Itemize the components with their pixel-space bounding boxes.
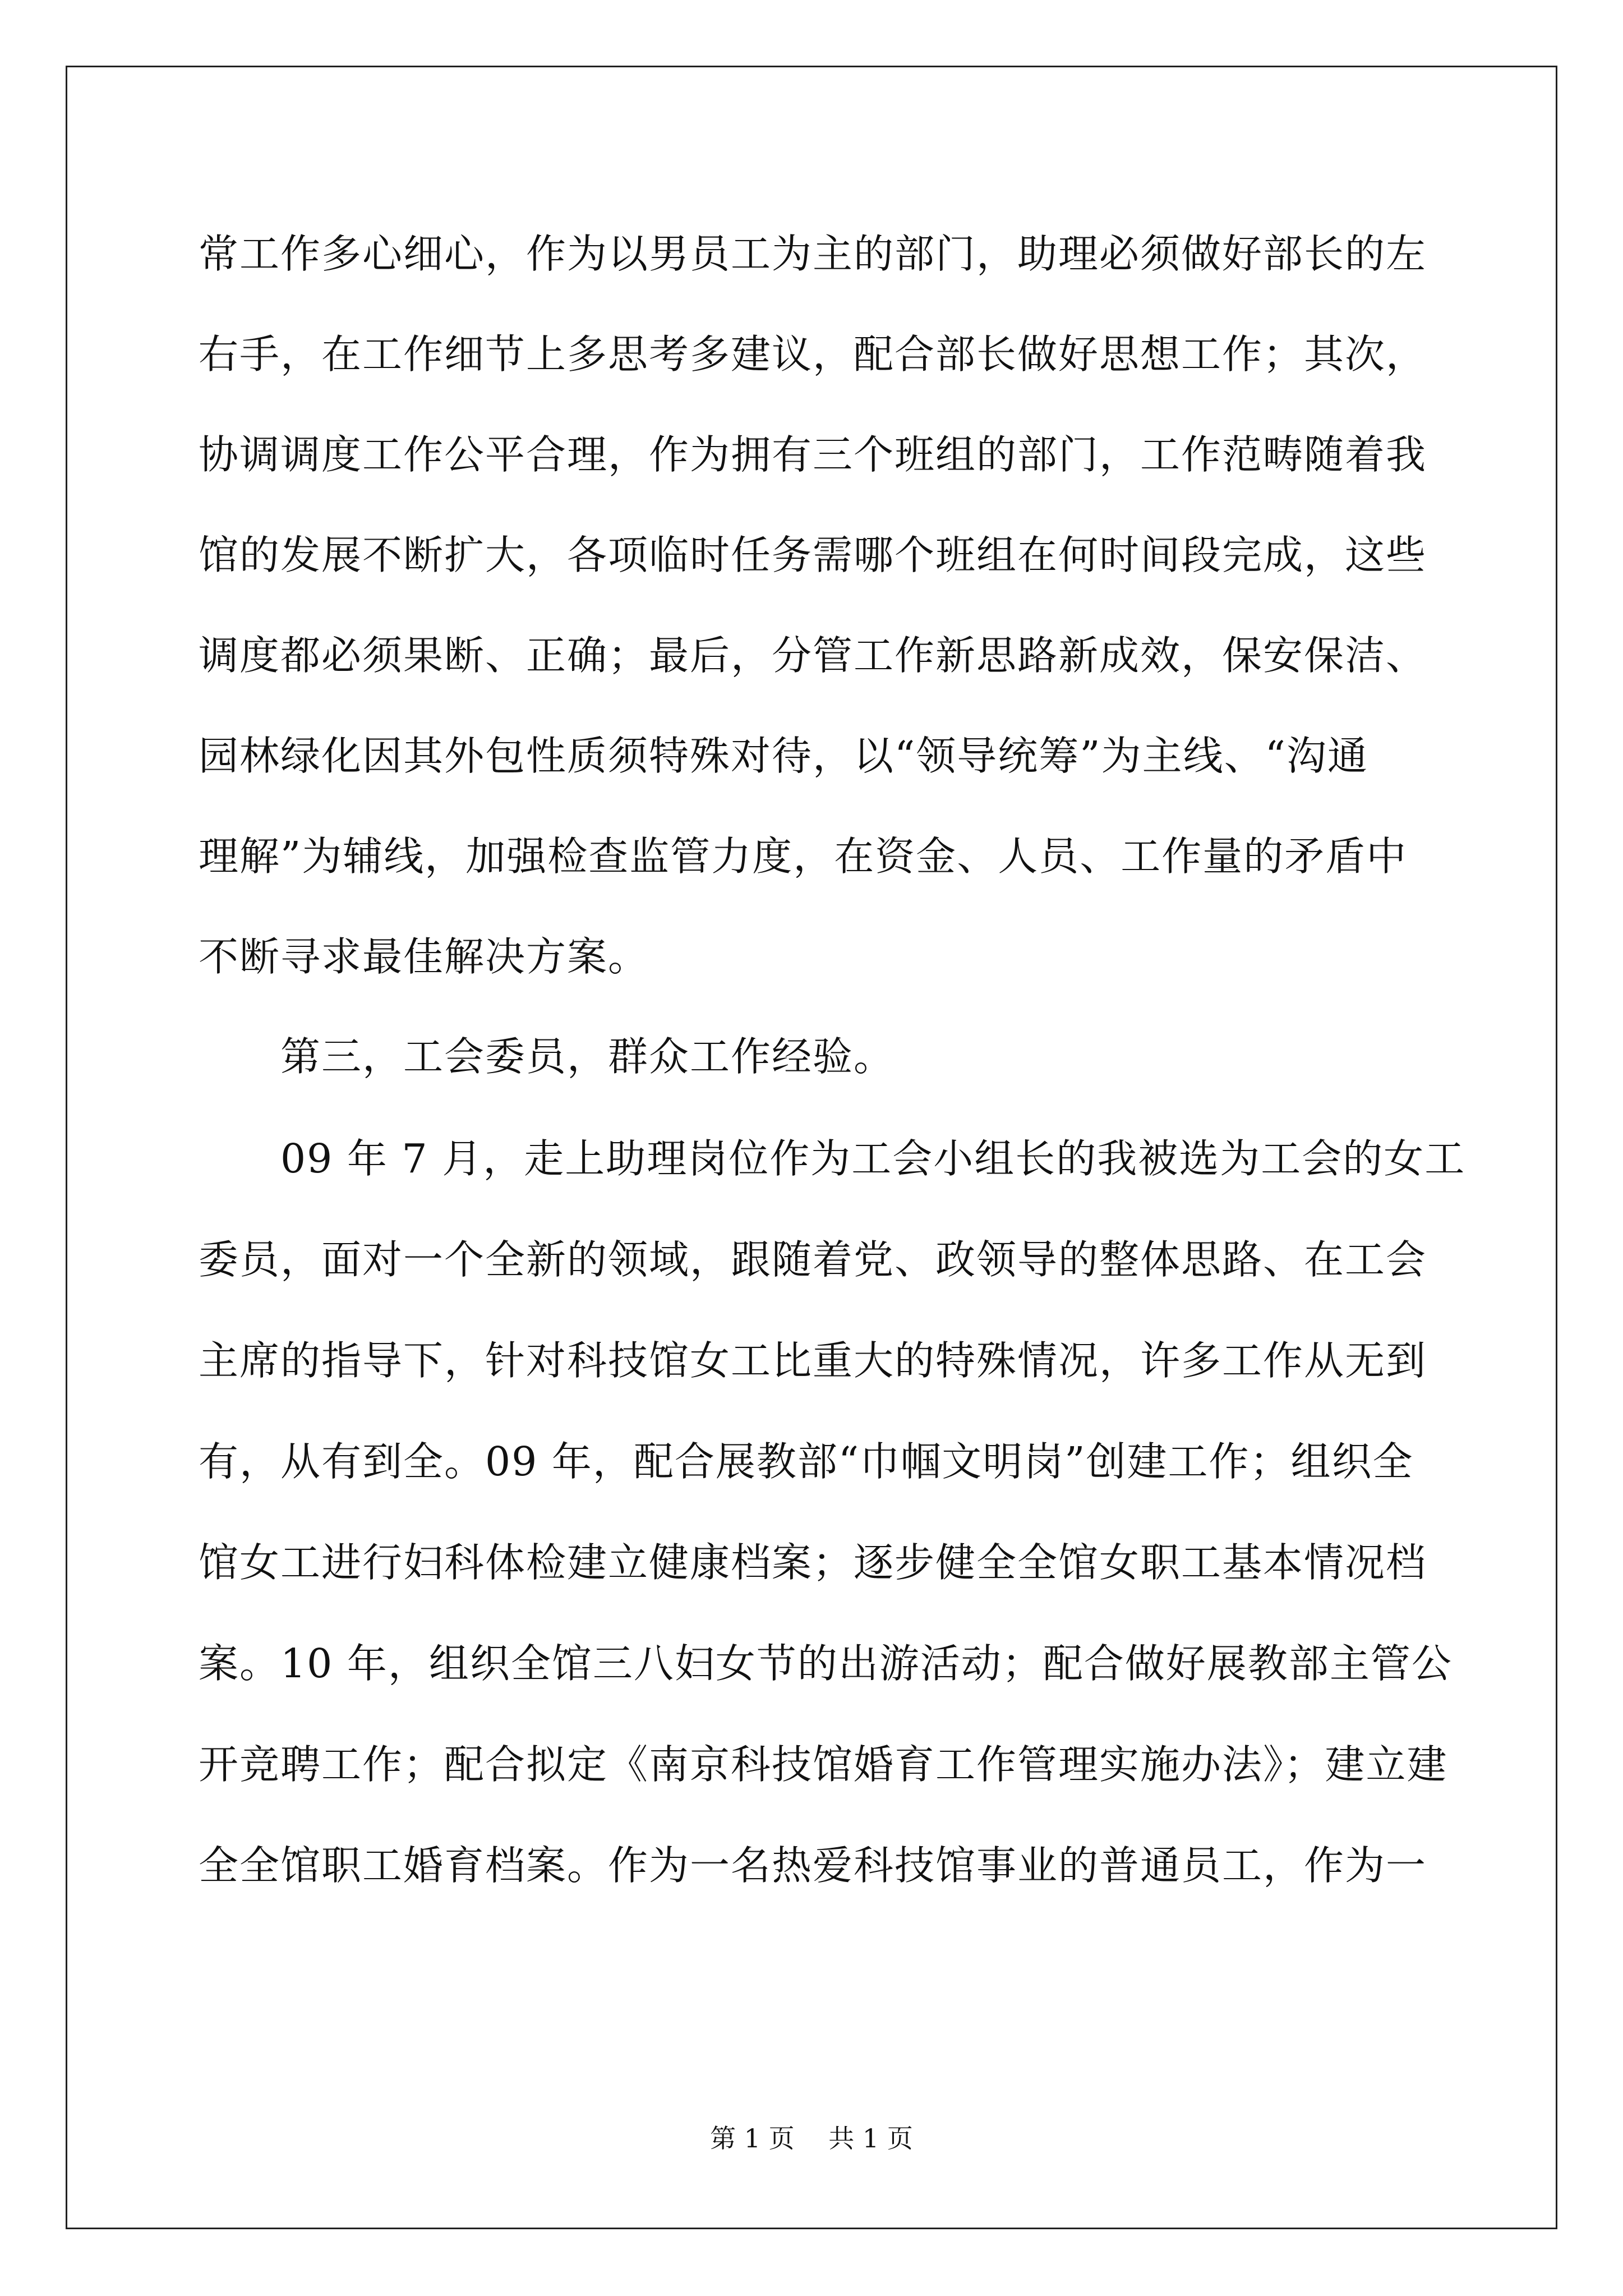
text-line: 馆女工进行妇科体检建立健康档案；逐步健全全馆女职工基本情况档: [199, 1539, 1427, 1586]
text-line: 调度都必须果断、正确；最后，分管工作新思路新成效，保安保洁、: [199, 632, 1427, 679]
text-line: 常工作多心细心，作为以男员工为主的部门，助理必须做好部长的左: [199, 231, 1427, 277]
text-line: 馆的发展不断扩大，各项临时任务需哪个班组在何时间段完成，这些: [199, 532, 1427, 578]
text-line: 园林绿化因其外包性质须特殊对待，以“领导统筹”为主线、“沟通: [199, 733, 1368, 779]
text-line: 09 年 7 月，走上助理岗位作为工会小组长的我被选为工会的女工: [199, 1135, 1466, 1182]
text-line: 主席的指导下，针对科技馆女工比重大的特殊情况，许多工作从无到: [199, 1337, 1427, 1384]
text-line: 案。10 年，组织全馆三八妇女节的出游活动；配合做好展教部主管公: [199, 1640, 1453, 1687]
text-line: 开竞聘工作；配合拟定《南京科技馆婚育工作管理实施办法》；建立建: [199, 1741, 1448, 1788]
text-line: 委员，面对一个全新的领域，跟随着党、政领导的整体思路、在工会: [199, 1236, 1427, 1283]
text-line: 右手，在工作细节上多思考多建议，配合部长做好思想工作；其次，: [199, 331, 1427, 378]
text-line: 理解”为辅线，加强检查监管力度，在资金、人员、工作量的矛盾中: [199, 833, 1408, 880]
text-line: 全全馆职工婚育档案。作为一名热爱科技馆事业的普通员工，作为一: [199, 1842, 1427, 1889]
page-footer: 第 1 页 共 1 页: [710, 2123, 913, 2154]
text-line: 不断寻求最佳解决方案。: [199, 933, 649, 980]
text-line: 协调调度工作公平合理，作为拥有三个班组的部门，工作范畴随着我: [199, 431, 1427, 478]
section-heading: 第三，工会委员，群众工作经验。: [199, 1033, 895, 1080]
text-line: 有，从有到全。09 年，配合展教部“巾帼文明岗”创建工作；组织全: [199, 1438, 1414, 1485]
